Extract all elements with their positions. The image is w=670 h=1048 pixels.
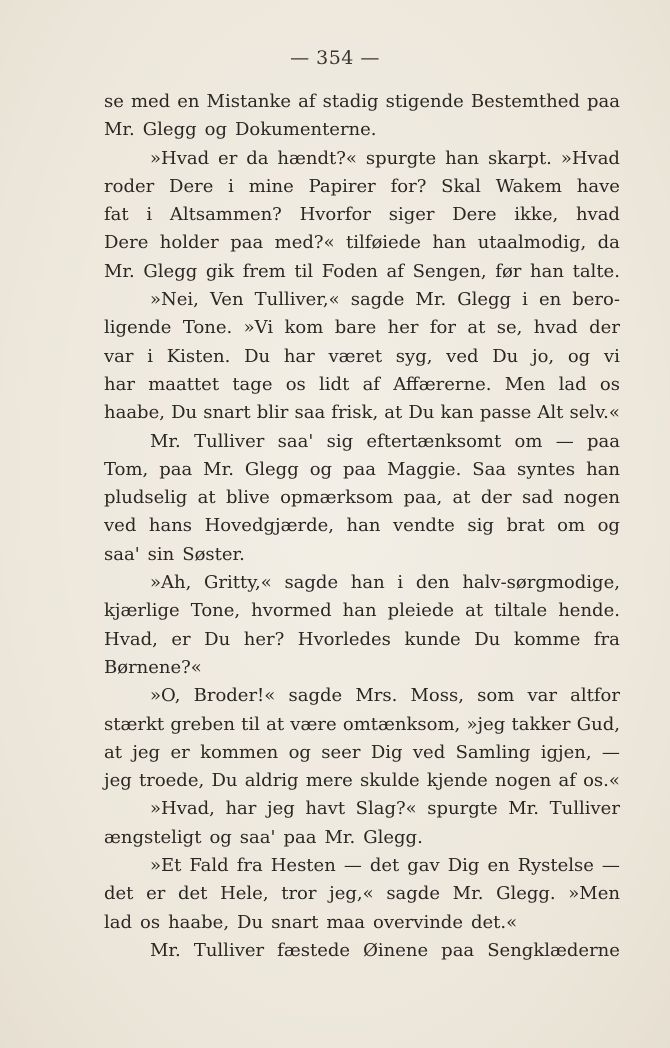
word: gik bbox=[205, 260, 235, 282]
word: Affærerne. bbox=[393, 373, 492, 395]
text-line bbox=[104, 880, 620, 908]
word: for bbox=[429, 317, 456, 339]
word: lad bbox=[104, 911, 133, 933]
word: Mistanke bbox=[206, 91, 292, 112]
word: opmærksom bbox=[280, 487, 394, 509]
word: tage bbox=[232, 373, 273, 395]
word: Fald bbox=[189, 855, 229, 877]
word: Hele, bbox=[220, 883, 269, 905]
word: spurgte bbox=[365, 147, 437, 169]
word: selv.« bbox=[569, 402, 620, 424]
word: kjende bbox=[426, 770, 488, 792]
word: Du bbox=[408, 402, 435, 424]
word: Tom, bbox=[104, 458, 149, 480]
word: med?« bbox=[274, 232, 335, 254]
word: »Hvad, bbox=[150, 798, 215, 820]
word: Alt bbox=[537, 402, 564, 424]
word: Ven bbox=[209, 289, 244, 311]
word: Tone. bbox=[182, 317, 233, 339]
text-line bbox=[104, 654, 620, 682]
word: for? bbox=[390, 175, 427, 197]
word: sagde bbox=[288, 685, 343, 707]
word: have bbox=[576, 175, 620, 197]
word: spurgte bbox=[427, 798, 498, 820]
word: Øinene bbox=[363, 939, 429, 961]
text-line bbox=[104, 229, 620, 257]
word: Tulliver,« bbox=[254, 289, 340, 311]
word: seer bbox=[321, 741, 361, 763]
word: nogen bbox=[495, 770, 552, 792]
text-line bbox=[104, 852, 620, 880]
word: er bbox=[146, 883, 166, 905]
word: eftertænksomt bbox=[366, 430, 502, 452]
word: »Et bbox=[150, 855, 182, 877]
word: den bbox=[415, 572, 450, 594]
word: pleiede bbox=[387, 600, 455, 622]
word: brat bbox=[506, 515, 545, 537]
word: Dig bbox=[447, 855, 480, 877]
word: jeg bbox=[132, 741, 161, 763]
word: kommen bbox=[200, 741, 279, 763]
word: hende. bbox=[558, 600, 620, 622]
word: Broder!« bbox=[193, 685, 276, 707]
word: sagde bbox=[386, 883, 440, 905]
word: lad bbox=[558, 373, 587, 395]
text-line bbox=[104, 541, 620, 569]
word: det bbox=[178, 883, 208, 905]
word: paa, bbox=[403, 487, 443, 509]
word: at bbox=[266, 713, 285, 735]
word: Du bbox=[211, 770, 238, 792]
word: af bbox=[362, 373, 380, 395]
word: som bbox=[477, 685, 515, 707]
word: »Men bbox=[568, 883, 620, 905]
word: sagde bbox=[350, 289, 405, 311]
word: syntes bbox=[517, 458, 576, 480]
word: Du bbox=[244, 345, 271, 367]
word: mere bbox=[305, 770, 353, 792]
word: til bbox=[294, 260, 314, 282]
text-line bbox=[104, 173, 620, 201]
word: Saa bbox=[472, 458, 507, 480]
word: Wakem bbox=[495, 175, 562, 197]
word: Altsammen? bbox=[169, 204, 282, 226]
word: til bbox=[241, 713, 260, 735]
word: Samling bbox=[455, 741, 531, 763]
word: ligende bbox=[104, 317, 172, 339]
word: tiltale bbox=[494, 600, 548, 622]
word: ikke, bbox=[514, 204, 559, 226]
word: Dere bbox=[169, 175, 214, 197]
word: kom bbox=[284, 317, 324, 339]
word: da bbox=[597, 232, 620, 254]
text-line bbox=[104, 597, 620, 625]
word: Gritty,« bbox=[204, 572, 272, 594]
page-number: — 354 — bbox=[290, 47, 380, 69]
word: paa bbox=[343, 458, 376, 480]
word: har bbox=[104, 373, 135, 395]
word: paa bbox=[230, 232, 264, 254]
word: Kisten. bbox=[166, 345, 231, 367]
word: bero- bbox=[572, 289, 620, 311]
word: saa' bbox=[277, 430, 314, 452]
word: paa bbox=[283, 826, 317, 848]
word: havt bbox=[305, 798, 346, 820]
word: »Vi bbox=[243, 317, 274, 339]
word: se bbox=[104, 91, 124, 112]
word: saa bbox=[294, 402, 326, 424]
word: der bbox=[589, 317, 620, 339]
word: altfor bbox=[570, 685, 620, 707]
word: at bbox=[104, 741, 122, 763]
text-line bbox=[104, 428, 620, 456]
word: Dere bbox=[104, 232, 149, 254]
word: her? bbox=[243, 628, 285, 650]
word: at bbox=[452, 487, 471, 509]
text-line bbox=[104, 824, 620, 852]
word: Hvad, bbox=[104, 628, 158, 650]
word: vendte bbox=[393, 515, 455, 537]
word: haabe, bbox=[168, 911, 230, 933]
word: det bbox=[369, 855, 400, 877]
word: Glegg. bbox=[496, 883, 556, 905]
word: hvad bbox=[575, 204, 620, 226]
text-line bbox=[104, 626, 620, 654]
word: Dere bbox=[452, 204, 497, 226]
word: nogen bbox=[563, 487, 620, 509]
word: jo, bbox=[531, 345, 555, 367]
word: Mr. bbox=[203, 458, 234, 480]
word: syg, bbox=[395, 345, 433, 367]
text-line bbox=[104, 258, 620, 286]
word: han bbox=[530, 260, 564, 282]
word: Glegg bbox=[142, 119, 197, 141]
word: Dig bbox=[370, 741, 403, 763]
word: at bbox=[197, 487, 216, 509]
word: jeg bbox=[104, 770, 132, 792]
word: sagde bbox=[284, 572, 339, 594]
word: Tulliver bbox=[549, 798, 620, 820]
word: saa' bbox=[104, 543, 140, 565]
word: Du bbox=[474, 628, 501, 650]
word: og bbox=[597, 515, 620, 537]
word: og bbox=[204, 119, 227, 141]
word: var bbox=[104, 345, 134, 367]
word: Glegg bbox=[457, 289, 512, 311]
word: Du bbox=[237, 911, 264, 933]
word: Slag?« bbox=[355, 798, 417, 820]
word: i bbox=[147, 345, 153, 367]
word: der bbox=[480, 487, 512, 509]
word: Rystelse bbox=[517, 855, 594, 877]
word: her bbox=[387, 317, 419, 339]
word: hvormed bbox=[251, 600, 332, 622]
text-line bbox=[104, 711, 620, 739]
word: Mr. bbox=[452, 883, 484, 905]
word: passe bbox=[479, 402, 532, 424]
word: han bbox=[342, 600, 377, 622]
word: kjærlige bbox=[104, 600, 180, 622]
word: blir bbox=[256, 402, 289, 424]
word: og bbox=[567, 345, 591, 367]
word: utaalmodig, bbox=[477, 232, 587, 254]
word: frem bbox=[242, 260, 286, 282]
word: snart bbox=[203, 402, 251, 424]
word: Sengen, bbox=[412, 260, 487, 282]
word: blive bbox=[225, 487, 270, 509]
word: troede, bbox=[138, 770, 205, 792]
word: Papirer bbox=[308, 175, 376, 197]
text-line bbox=[104, 314, 620, 342]
text-line bbox=[104, 569, 620, 597]
word: han bbox=[350, 572, 385, 594]
word: har bbox=[283, 345, 315, 367]
word: igjen, bbox=[540, 741, 592, 763]
word: Hovedgjærde, bbox=[204, 515, 334, 537]
word: Tulliver bbox=[193, 939, 265, 961]
text-line bbox=[104, 682, 620, 710]
word: tror bbox=[281, 883, 317, 905]
word: at bbox=[467, 317, 486, 339]
word: — bbox=[343, 855, 362, 877]
word: Gud, bbox=[576, 713, 620, 735]
word: Mr. bbox=[150, 939, 181, 961]
word: en bbox=[177, 91, 200, 112]
word: og bbox=[309, 458, 333, 480]
word: og bbox=[288, 741, 311, 763]
word: talte. bbox=[572, 260, 620, 282]
word: — bbox=[601, 855, 620, 877]
word: frisk, bbox=[331, 402, 379, 424]
word: se, bbox=[496, 317, 523, 339]
word: saa' bbox=[239, 826, 276, 848]
word: en bbox=[487, 855, 510, 877]
word: Foden bbox=[321, 260, 378, 282]
word: da bbox=[246, 147, 269, 169]
word: af bbox=[558, 770, 576, 792]
word: om bbox=[557, 515, 586, 537]
word: Glegg bbox=[143, 260, 198, 282]
word: jeg bbox=[266, 798, 295, 820]
word: ængsteligt bbox=[104, 826, 202, 848]
word: Hvorledes bbox=[297, 628, 391, 650]
word: paa bbox=[441, 939, 475, 961]
text-line bbox=[104, 399, 620, 427]
word: Skal bbox=[441, 175, 481, 197]
word: Hesten bbox=[270, 855, 336, 877]
body-text bbox=[104, 88, 620, 965]
word: Glegg. bbox=[363, 826, 423, 848]
word: »Ah, bbox=[150, 572, 192, 594]
word: skarpt. bbox=[487, 147, 552, 169]
word: stadig bbox=[322, 91, 379, 112]
text-line bbox=[104, 512, 620, 540]
word: bare bbox=[334, 317, 377, 339]
word: jeg,« bbox=[329, 883, 374, 905]
word: og bbox=[209, 826, 232, 848]
word: »O, bbox=[150, 685, 181, 707]
word: roder bbox=[104, 175, 155, 197]
word: sin bbox=[147, 543, 175, 565]
word: omtænksom, bbox=[342, 713, 461, 735]
word: fra bbox=[236, 855, 263, 877]
word: aldrig bbox=[244, 770, 299, 792]
word: Dokumenterne. bbox=[234, 119, 377, 141]
word: Du bbox=[171, 402, 198, 424]
text-line bbox=[104, 909, 620, 937]
word: mine bbox=[248, 175, 294, 197]
word: af bbox=[298, 91, 316, 112]
word: være bbox=[290, 713, 337, 735]
word: overvinde bbox=[373, 911, 463, 933]
word: Mr. bbox=[324, 826, 356, 848]
text-line bbox=[104, 88, 620, 116]
text-line bbox=[104, 937, 620, 965]
word: komme bbox=[513, 628, 581, 650]
text-line bbox=[104, 371, 620, 399]
word: Mr. bbox=[508, 798, 540, 820]
word: var bbox=[527, 685, 557, 707]
word: vi bbox=[603, 345, 620, 367]
word: Sengklæderne bbox=[487, 939, 620, 961]
word: Mrs. bbox=[355, 685, 398, 707]
word: det.« bbox=[470, 911, 518, 933]
word: fæstede bbox=[277, 939, 351, 961]
word: ved bbox=[104, 515, 137, 537]
word: ved bbox=[412, 741, 446, 763]
word: hændt?« bbox=[277, 147, 357, 169]
word: i bbox=[522, 289, 528, 311]
word: ved bbox=[446, 345, 479, 367]
word: af bbox=[386, 260, 404, 282]
word: hans bbox=[148, 515, 193, 537]
word: Mr. bbox=[415, 289, 447, 311]
word: Glegg bbox=[244, 458, 299, 480]
text-line bbox=[104, 201, 620, 229]
word: os bbox=[599, 373, 620, 395]
word: paa bbox=[159, 458, 193, 480]
word: Mr. bbox=[150, 430, 181, 452]
text-line bbox=[104, 767, 620, 795]
word: før bbox=[495, 260, 522, 282]
word: skulde bbox=[360, 770, 420, 792]
word: Hvorfor bbox=[299, 204, 371, 226]
word: haabe, bbox=[104, 402, 165, 424]
word: siger bbox=[388, 204, 435, 226]
word: om bbox=[514, 430, 543, 452]
word: paa bbox=[586, 91, 620, 112]
word: maattet bbox=[148, 373, 220, 395]
word: han bbox=[445, 147, 480, 169]
word: »Hvad bbox=[150, 147, 210, 169]
word: har bbox=[225, 798, 257, 820]
word: i bbox=[146, 204, 153, 226]
word: han bbox=[346, 515, 381, 537]
word: han bbox=[432, 232, 467, 254]
word: med bbox=[130, 91, 171, 112]
word: Mr. bbox=[104, 260, 135, 282]
word: maa bbox=[326, 911, 366, 933]
word: pludselig bbox=[104, 487, 188, 509]
text-line bbox=[104, 116, 620, 144]
word: stigende bbox=[385, 91, 464, 112]
word: Bestemthed bbox=[470, 91, 580, 112]
text-line bbox=[104, 145, 620, 173]
word: sig bbox=[467, 515, 494, 537]
word: — bbox=[555, 430, 574, 452]
word: kunde bbox=[404, 628, 461, 650]
word: Tone, bbox=[190, 600, 241, 622]
text-line bbox=[104, 795, 620, 823]
word: »jeg bbox=[466, 713, 506, 735]
word: at bbox=[384, 402, 403, 424]
text-line bbox=[104, 286, 620, 314]
word: sig bbox=[326, 430, 354, 452]
word: er bbox=[170, 741, 190, 763]
word: takker bbox=[511, 713, 571, 735]
word: fat bbox=[104, 204, 129, 226]
word: kan bbox=[440, 402, 474, 424]
word: snart bbox=[271, 911, 319, 933]
word: paa bbox=[586, 430, 620, 452]
word: han bbox=[586, 458, 620, 480]
word: er bbox=[218, 147, 238, 169]
word: os bbox=[285, 373, 306, 395]
word: fra bbox=[593, 628, 620, 650]
word: Mr. bbox=[104, 119, 135, 141]
word: er bbox=[171, 628, 191, 650]
word: at bbox=[465, 600, 484, 622]
word: tilføiede bbox=[346, 232, 421, 254]
text-line bbox=[104, 484, 620, 512]
word: halv-sørgmodige, bbox=[462, 572, 620, 594]
word: greben bbox=[170, 713, 235, 735]
word: Moss, bbox=[410, 685, 464, 707]
word: Du bbox=[204, 628, 231, 650]
word: os bbox=[140, 911, 161, 933]
word: Men bbox=[504, 373, 546, 395]
word: hvad bbox=[533, 317, 578, 339]
word: Du bbox=[492, 345, 519, 367]
word: »Hvad bbox=[560, 147, 620, 169]
text-line bbox=[104, 456, 620, 484]
word: »Nei, bbox=[150, 289, 199, 311]
word: Søster. bbox=[182, 543, 245, 565]
word: Tulliver bbox=[194, 430, 265, 452]
word: Maggie. bbox=[386, 458, 462, 480]
word: i bbox=[228, 175, 234, 197]
word: i bbox=[397, 572, 404, 594]
text-line bbox=[104, 739, 620, 767]
word: været bbox=[328, 345, 383, 367]
word: os.« bbox=[583, 770, 620, 792]
word: gav bbox=[407, 855, 440, 877]
word: — bbox=[601, 741, 620, 763]
word: holder bbox=[159, 232, 219, 254]
word: det bbox=[104, 883, 134, 905]
word: Børnene?« bbox=[104, 656, 202, 678]
text-line bbox=[104, 343, 620, 371]
word: sad bbox=[521, 487, 554, 509]
word: lidt bbox=[319, 373, 350, 395]
word: stærkt bbox=[104, 713, 165, 735]
word: en bbox=[538, 289, 562, 311]
